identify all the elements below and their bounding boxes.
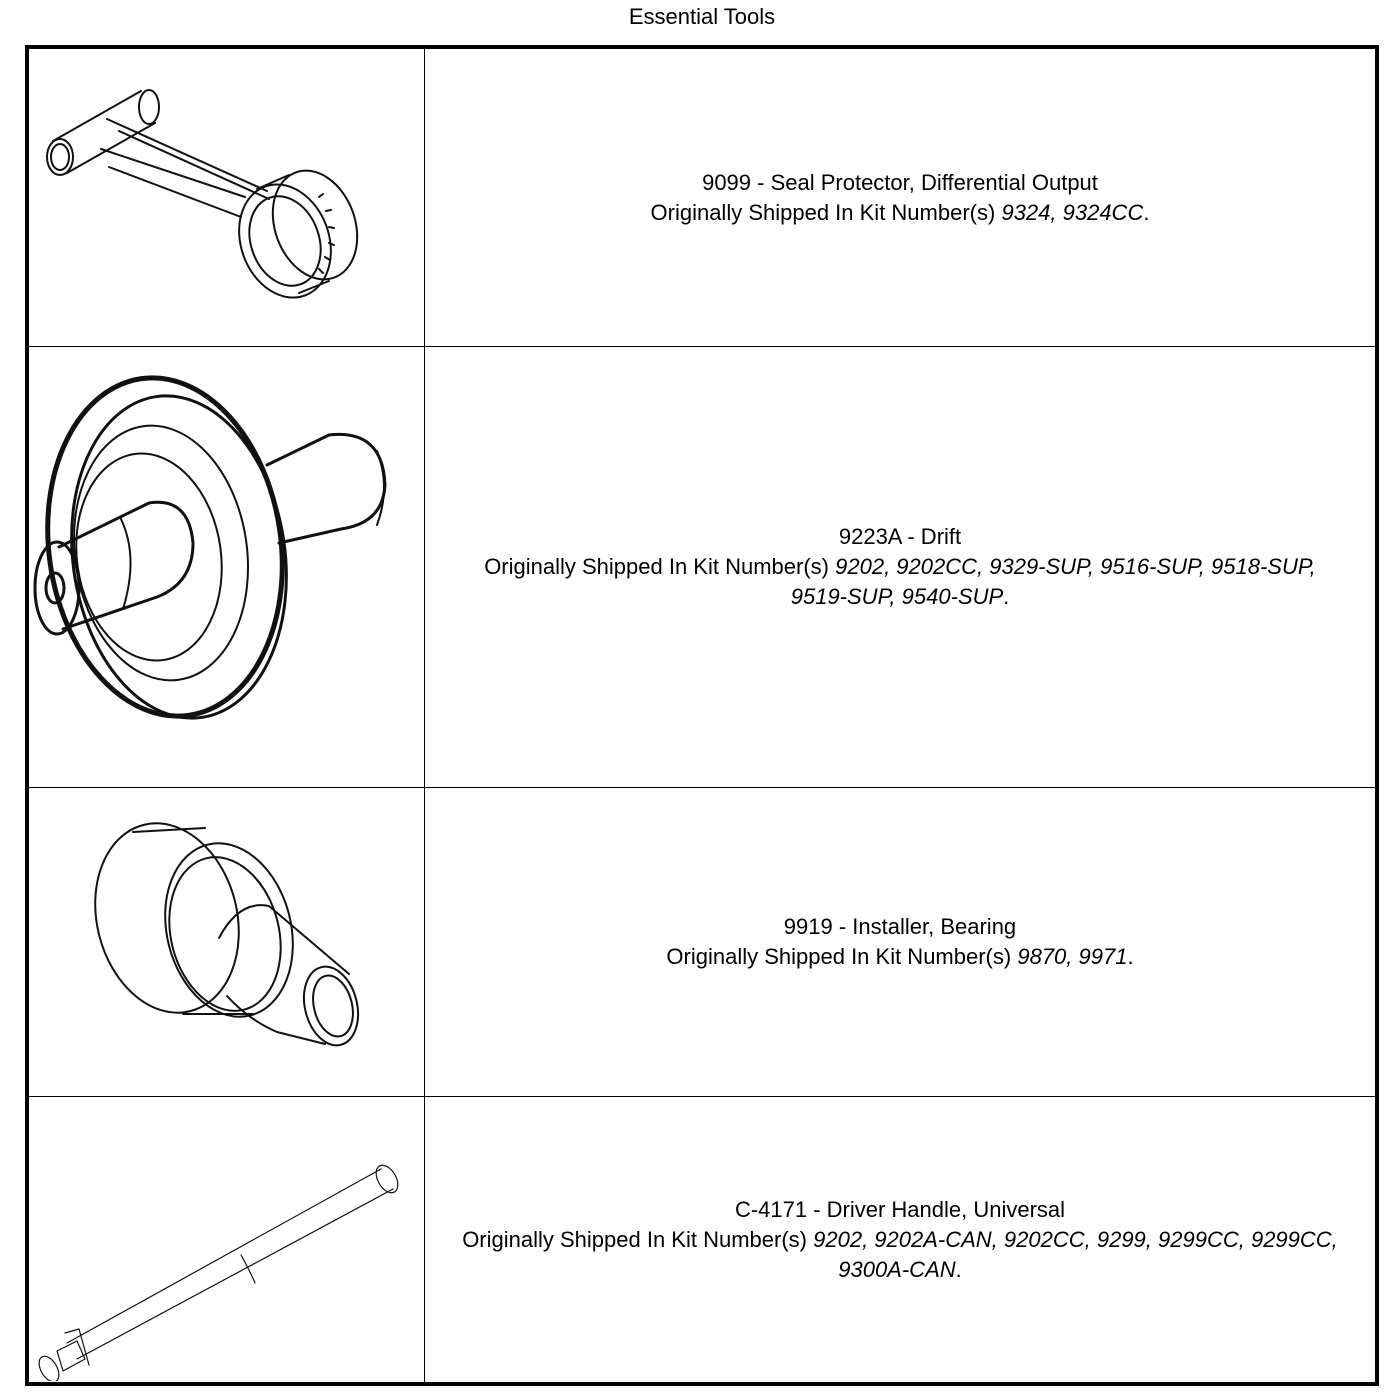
tool-description [460,1195,1340,1285]
page-title: Essential Tools [628,4,776,29]
tool-name: C-4171 - Driver Handle, Universal [734,1196,1066,1222]
kit-numbers: 9202, 9202A-CAN, 9202CC, 9299, 9299CC, 9299CC, 9300A-CAN [813,1226,1338,1282]
tool-image-cell [29,49,425,346]
table-row [29,788,1375,1097]
kit-line [666,942,1133,972]
tool-description-cell [425,347,1375,787]
tool-description-cell [425,1097,1375,1382]
kit-line [460,1225,1340,1285]
kit-prefix: Originally Shipped In Kit Number(s) [462,1226,807,1252]
kit-prefix: Originally Shipped In Kit Number(s) [484,554,829,579]
tool-image-cell [29,347,425,787]
drift-icon [29,347,424,787]
tool-description [666,912,1133,972]
tools-table [25,45,1379,1386]
tool-image-cell [29,788,425,1096]
kit-line [460,552,1340,612]
tool-description [460,522,1340,612]
tool-description-cell [425,788,1375,1096]
tool-description [651,168,1150,228]
kit-line [651,198,1150,228]
kit-suffix: . [955,1256,962,1282]
kit-prefix: Originally Shipped In Kit Number(s) [650,199,996,225]
kit-numbers: 9324, 9324CC [1001,199,1144,225]
seal-protector-icon [29,49,424,346]
kit-suffix: . [1143,199,1150,225]
tool-image-cell [29,1097,425,1382]
kit-suffix: . [1003,584,1010,609]
tool-name: 9099 - Seal Protector, Differential Output [702,169,1098,195]
bearing-installer-icon [29,788,424,1096]
kit-numbers: 9870, 9971 [1017,944,1128,969]
table-row [29,347,1375,788]
table-row [29,49,1375,347]
tool-name: 9223A - Drift [838,524,962,549]
kit-prefix: Originally Shipped In Kit Number(s) [666,944,1012,969]
tool-name: 9919 - Installer, Bearing [783,914,1017,939]
tool-description-cell [425,49,1375,346]
kit-numbers: 9202, 9202CC, 9329-SUP, 9516-SUP, 9518-SUP, 9519-SUP, 9540-SUP [790,554,1316,609]
driver-handle-icon [29,1097,424,1381]
kit-suffix: . [1127,944,1134,969]
table-row [29,1097,1375,1382]
